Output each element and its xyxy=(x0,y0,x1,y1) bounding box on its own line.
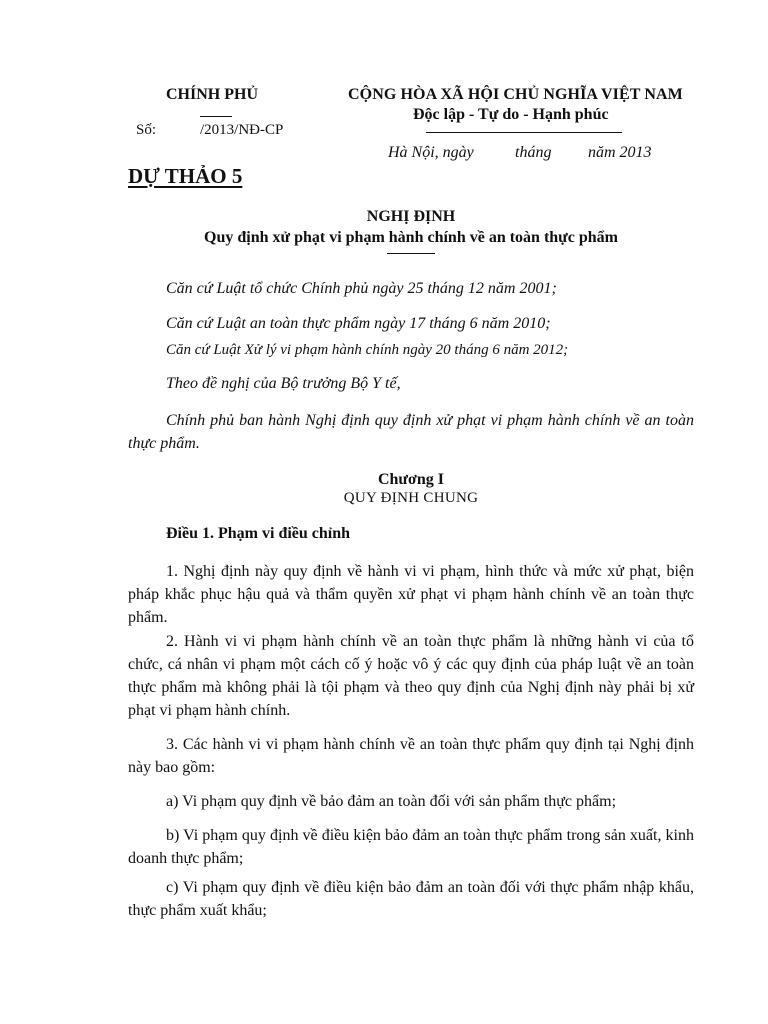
draft-label: DỰ THẢO 5 xyxy=(128,164,243,188)
article-clause-1: 1. Nghị định này quy định về hành vi vi phạm, hình thức và mức xử phạt, biện pháp khắc phục hậu quả và thẩm quyền xử phạt vi phạm hành chính về an toàn thực phẩm. xyxy=(128,563,694,626)
date-place: Hà Nội, ngày xyxy=(388,144,474,161)
preamble-line-5: Chính phủ ban hành Nghị định quy định xử phạt vi phạm hành chính về an toàn thực phẩm. xyxy=(128,412,694,452)
preamble-line-3: Căn cứ Luật Xử lý vi phạm hành chính ngày 20 tháng 6 năm 2012; xyxy=(166,342,569,358)
article-clause-2: 2. Hành vi vi phạm hành chính về an toàn thực phẩm là những hành vi của tổ chức, cá nhân vi phạm một cách cố ý hoặc vô ý các quy định của pháp luật về an toàn thực phẩm mà không phải là tội phạm và theo quy định của Nghị định này phải bị xử phạt vi phạm hành chính. xyxy=(128,633,694,719)
article-heading: Điều 1. Phạm vi điều chỉnh xyxy=(166,525,351,542)
article-clause-3b: b) Vi phạm quy định về điều kiện bảo đảm an toàn thực phẩm trong sản xuất, kinh doanh thực phẩm; xyxy=(128,827,694,867)
document-number-value: /2013/NĐ-CP xyxy=(200,122,284,138)
title-underline xyxy=(387,253,435,254)
date-month: tháng xyxy=(515,144,552,161)
country-name: CỘNG HÒA XÃ HỘI CHỦ NGHĨA VIỆT NAM xyxy=(348,86,683,103)
chapter-number: Chương I xyxy=(377,471,445,488)
document-number-label: Số: xyxy=(136,122,157,138)
document-type-title: NGHỊ ĐỊNH xyxy=(366,208,456,225)
agency-underline xyxy=(200,116,232,117)
article-clause-3c: c) Vi phạm quy định về điều kiện bảo đảm an toàn đối với thực phẩm nhập khẩu, thực phẩm xuất khẩu; xyxy=(128,879,694,919)
preamble-line-2: Căn cứ Luật an toàn thực phẩm ngày 17 tháng 6 năm 2010; xyxy=(166,315,551,332)
preamble-line-1: Căn cứ Luật tổ chức Chính phủ ngày 25 tháng 12 năm 2001; xyxy=(166,280,557,297)
agency-name: CHÍNH PHỦ xyxy=(166,86,258,103)
article-clause-3a: a) Vi phạm quy định về bảo đảm an toàn đối với sản phẩm thực phẩm; xyxy=(166,793,617,810)
preamble-line-4: Theo đề nghị của Bộ trưởng Bộ Y tế, xyxy=(166,375,401,392)
motto-underline xyxy=(426,132,622,133)
article-clause-3: 3. Các hành vi vi phạm hành chính về an toàn thực phẩm quy định tại Nghị định này bao gồm: xyxy=(128,736,694,776)
national-motto: Độc lập - Tự do - Hạnh phúc xyxy=(413,106,609,123)
document-subject: Quy định xử phạt vi phạm hành chính về an toàn thực phẩm xyxy=(204,229,618,246)
chapter-name: QUY ĐỊNH CHUNG xyxy=(343,490,479,506)
date-year: năm 2013 xyxy=(588,144,652,161)
